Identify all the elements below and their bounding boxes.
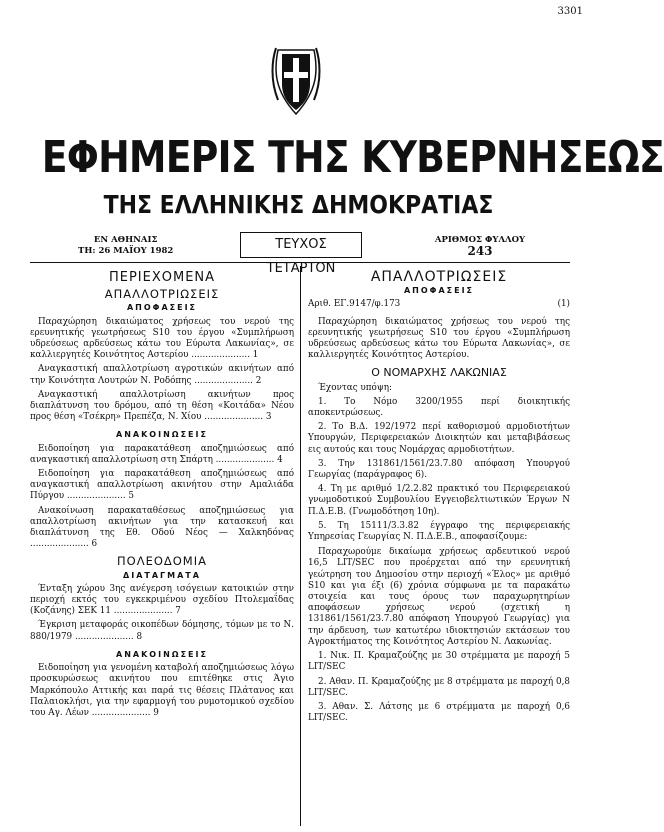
toc-entry: Αναγκαστική απαλλοτρίωση αγροτικών ακινήτων από την Κοινότητα Λουτρών Ν. Ροδόπης ..................... 2	[30, 364, 294, 386]
toc-entry: Αναγκαστική απαλλοτρίωση ακινήτων προς διαπλάτυνση του δρόμου, από τη θέση «Κοιτάδα» Νέου προς θέση «Τσέκρη» Πρεπέζα, Ν. Χίου ..................... 3	[30, 389, 294, 423]
main-subheading: ΑΠΟΦΑΣΕΙΣ	[403, 286, 475, 296]
toc-entry: Ειδοποίηση για γενομένη καταβολή αποζημιώσεως λόγω προσκυρώσεως ακινήτου που επιτέθηκε στις Άγιο Μαρκόπουλο Αττικής και παρά τις θέσεις Πλάτανος και Παλαιοκλήσι, για την εφαρμογή του ρυμοτομικού σχεδίου του Αγ. Λέων ..................... 9	[30, 663, 294, 718]
sheet-number-block	[430, 235, 530, 257]
sheet-label: ΑΡΙΘΜΟΣ ΦΥΛΛΟΥ	[434, 235, 526, 245]
masthead	[30, 232, 570, 276]
toc-entry: Έγκριση μεταφοράς οικοπέδων δόμησης, τόμων με το Ν. 880/1979 ..................... 8	[30, 620, 294, 642]
toc-entry: Ειδοποίηση για παρακατάθεση αποζημιώσεως από αναγκαστική απαλλοτρίωση στη Σπάρτη ..................... 4	[30, 443, 294, 465]
consideration-item: 5. Τη 15111/3.3.82 έγγραφο της περιφερειακής Υπηρεσίας Γεωργίας Ν. Π.Δ.Ε.Β., αποφασίζουμε:	[308, 520, 570, 543]
decision-text: Παραχωρούμε δικαίωμα χρήσεως αρδευτικού νερού 16,5 LIT/SEC που προέρχεται από την ερευνητική γεώτρηση του Δημοσίου στην περιοχή «Έλος» με αριθμό S10 και για έξι (6) χρόνια σύμφωνα με τα παρακάτω στοιχεία και τους όρους των παραχωρητηρίων αποφάσεων χρήσεως νερού (σχετική η 131861/1561/23.7.80 απόφαση Υπουργού Γεωργίας) για την άρδευση, των κατωτέρω ιδιοκτησιών εκτάσεων του Αγροκτήματος της Κοινότητος Αστερίου Ν. Λακωνίας.	[308, 547, 570, 647]
decision-ref-number: (1)	[557, 299, 570, 310]
sheet-number: 243	[467, 244, 493, 258]
column-divider	[300, 266, 301, 826]
toc-section-subtitle: ΔΙΑΤΑΓΜΑΤΑ	[123, 570, 201, 580]
issue-series: ΤΕΥΧΟΣ ΤΕΤΑΡΤΟΝ	[240, 232, 362, 258]
grant-item: 1. Νικ. Π. Κραμαζούζης με 30 στρέμματα με παροχή 5 LIT/SEC	[308, 651, 570, 673]
consideration-item: 1. Το Νόμο 3200/1955 περί διοικητικής αποκεντρώσεως.	[308, 396, 570, 419]
toc-section-title: ΠΟΛΕΟΔΟΜΙΑ	[117, 554, 207, 569]
main-heading: ΑΠΑΛΛΟΤΡΙΩΣΕΙΣ	[370, 269, 508, 285]
decision-reference	[308, 299, 570, 310]
grant-item: 2. Αθαν. Π. Κραμαζούζης με 8 στρέμματα με παροχή 0,8 LIT/SEC.	[308, 676, 570, 698]
toc-section-subtitle: ΑΠΟΦΑΣΕΙΣ	[126, 303, 198, 313]
decision-intro: Παραχώρηση δικαιώματος χρήσεως του νερού της ερευνητικής γεωτρήσεως S10 του έργου «Συμπλήρωση υδρεύσεως αρδεύσεως κάτω του Εύρωτα Λακωνίας», σε καλλιεργητές Κοινότητος Αστερίου.	[308, 316, 570, 361]
issue-place-date	[78, 235, 173, 257]
consideration-item: 3. Την 131861/1561/23.7.80 απόφαση Υπουργού Γεωργίας (παράγραφος 6).	[308, 458, 570, 481]
toc-heading: ΠΕΡΙΕΧΟΜΕΝΑ	[108, 270, 216, 285]
toc-entry: Ειδοποίηση για παρακατάθεση αποζημιώσεως από αναγκαστική απαλλοτρίωση ακινήτου στην Αμαλιάδα Πύργου ..................... 5	[30, 469, 294, 502]
toc-entry: Ένταξη χώρου 3ης ανέγερση ισόγειων κατοικιών στην περιοχή εκτός του εγκεκριμένου σχεδίου Πτολεμαΐδας (Κοζάνης) ΣΕΚ 11 ..................... 7	[30, 583, 294, 617]
toc-entry: Παραχώρηση δικαιώματος χρήσεως του νερού της ερευνητικής γεωτρήσεως S10 του έργου «Συμπλήρωση υδρεύσεως αρδεύσεως κάτω του Εύρωτα Λακωνίας», σε καλλιεργητές Κοινότητος Αστερίου ..................... 1	[30, 316, 294, 361]
consideration-item: 2. Το Β.Δ. 192/1972 περί καθορισμού αρμοδιοτήτων Υπουργών, Περιφερειακών Διοικητών και μεταβιβάσεως εις αυτούς και τους Νομάρχας αρμοδιοτήτων.	[308, 422, 570, 455]
toc-section-title: ΑΝΑΚΟΙΝΩΣΕΙΣ	[116, 649, 208, 659]
main-content	[308, 270, 570, 727]
toc-entry: Ανακοίνωση παρακαταθέσεως αποζημιώσεως για απαλλοτρίωση ακινήτων για την κατασκευή και διαπλάτυνση της Εθ. Οδού Νέος — Χαλκηδόνας ..................... 6	[30, 505, 294, 550]
greek-coat-of-arms-icon	[268, 40, 324, 120]
toc-section-title: ΑΠΑΛΛΟΤΡΙΩΣΕΙΣ	[104, 287, 220, 302]
gazette-title: ΕΦΗΜΕΡΙΣ ΤΗΣ ΚΥΒΕΡΝΗΣΕΩΣ	[41, 132, 664, 183]
issue-date: ΤΗ: 26 ΜΑΪΟΥ 1982	[78, 246, 174, 256]
decision-ref: Αριθ. ΕΓ.9147/φ.173	[308, 299, 401, 310]
issue-place: ΕΝ ΑΘΗΝΑΙΣ	[93, 235, 158, 245]
grant-item: 3. Αθαν. Σ. Λάτσης με 6 στρέμματα με παροχή 0,6 LIT/SEC.	[308, 701, 570, 724]
consideration-item: 4. Τη με αριθμό 1/2.2.82 πρακτικό του Περιφερειακού γνωμοδοτικού Συμβουλίου Εγγειοβελτιωτικών Έργων Ν Π.Δ.Ε.Β. (Γνωμοδότηση 10η).	[308, 484, 570, 517]
having-regard: Έχοντας υπόψη:	[318, 382, 392, 393]
gazette-subtitle: ΤΗΣ ΕΛΛΗΝΙΚΗΣ ΔΗΜΟΚΡΑΤΙΑΣ	[103, 190, 494, 219]
table-of-contents	[30, 270, 294, 722]
authority-title: Ο ΝΟΜΑΡΧΗΣ ΛΑΚΩΝΙΑΣ	[371, 366, 507, 380]
masthead-rule	[30, 262, 570, 263]
toc-section-title: ΑΝΑΚΟΙΝΩΣΕΙΣ	[116, 430, 208, 440]
page-number: 3301	[557, 6, 583, 17]
